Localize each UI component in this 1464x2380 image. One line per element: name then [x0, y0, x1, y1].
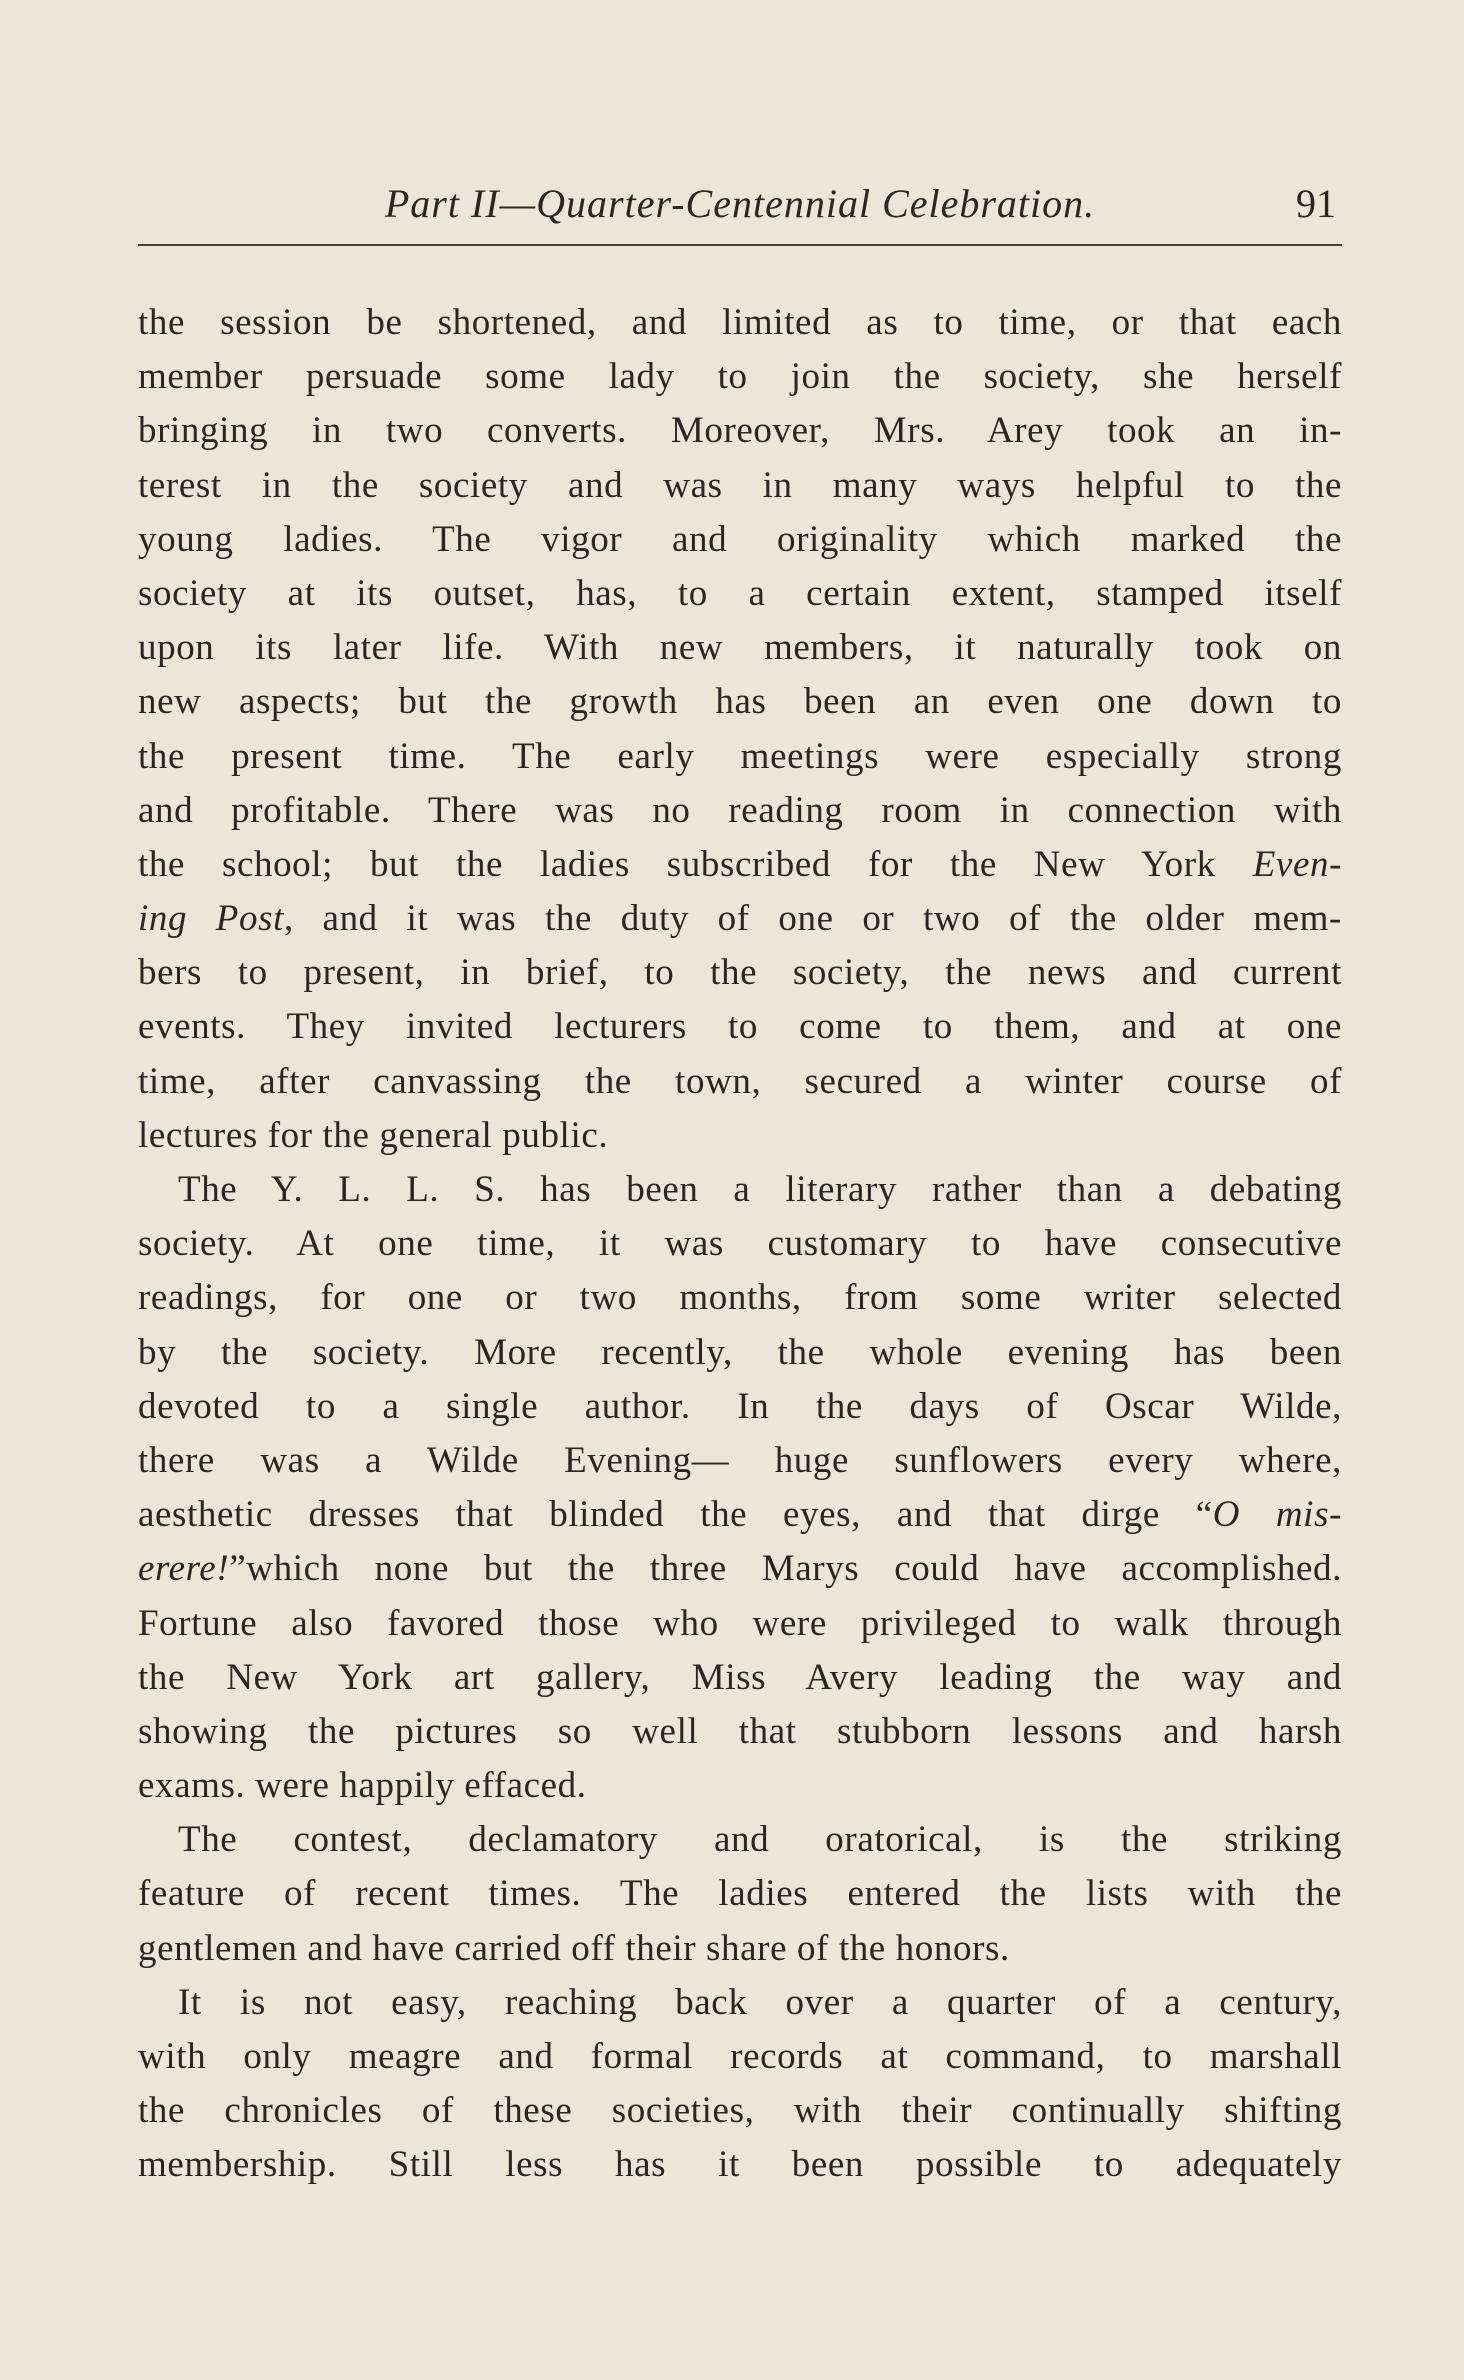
running-head: Part II—Quarter-Centennial Celebration.	[384, 181, 1096, 226]
text-line: lectures for the general public.	[138, 1114, 609, 1156]
text-line	[138, 838, 1342, 892]
text-line: events. They invited lecturers to come to them, and at one	[138, 1006, 1342, 1048]
text-line: and profitable. There was no reading room in connection with	[138, 789, 1342, 831]
text-line: terest in the society and was in many ways helpful to the	[138, 464, 1342, 506]
text-line: bers to present, in brief, to the society, the news and current	[138, 952, 1342, 994]
text-line: The Y. L. L. S. has been a literary rather than a debating	[178, 1169, 1342, 1210]
text-line: society at its outset, has, to a certain extent, stamped itself	[138, 572, 1342, 614]
body-text	[138, 296, 1342, 2193]
text-line: with only meagre and formal records at command, to marshall	[138, 2036, 1342, 2077]
text-line: feature of recent times. The ladies entered the lists with the	[138, 1873, 1342, 1915]
text-fragment: , and it was the duty of one or two of the older mem-	[283, 898, 1342, 940]
text-fragment: aesthetic dresses that blinded the eyes, and that dirge “	[138, 1494, 1213, 1536]
text-line: the present time. The early meetings were especially strong	[138, 735, 1342, 777]
text-line: gentlemen and have carried off their share of the honors.	[138, 1927, 1010, 1969]
text-line: the session be shortened, and limited as to time, or that each	[138, 302, 1342, 343]
text-line: showing the pictures so well that stubborn lessons and harsh	[138, 1710, 1342, 1752]
text-line: time, after canvassing the town, secured a winter course of	[138, 1060, 1342, 1102]
italic-fragment: O mis-	[1212, 1494, 1342, 1536]
text-line: bringing in two converts. Moreover, Mrs. Arey took an in-	[138, 410, 1342, 452]
text-line: member persuade some lady to join the society, she herself	[138, 356, 1342, 398]
text-line: society. At one time, it was customary to have consecutive	[138, 1223, 1342, 1265]
text-line: The contest, declamatory and oratorical, is the striking	[178, 1819, 1342, 1861]
text-line: exams. were happily effaced.	[138, 1765, 587, 1807]
text-line	[138, 1542, 1342, 1596]
text-fragment: the school; but the ladies subscribed for the New York	[138, 843, 1253, 885]
page-header	[138, 168, 1342, 228]
text-line: the New York art gallery, Miss Avery leading the way and	[138, 1656, 1342, 1698]
page-number: 91	[1296, 181, 1336, 226]
text-line: new aspects; but the growth has been an even one down to	[138, 681, 1342, 723]
text-line: membership. Still less has it been possible to adequately	[138, 2144, 1342, 2186]
text-fragment: which none but the three Marys could have accomplished.	[246, 1548, 1342, 1590]
text-line: readings, for one or two months, from some writer selected	[138, 1277, 1342, 1319]
text-line: Fortune also favored those who were privileged to walk through	[138, 1602, 1342, 1644]
italic-fragment: erere!	[138, 1548, 230, 1590]
text-line: upon its later life. With new members, it naturally took on	[138, 627, 1342, 669]
text-line: the chronicles of these societies, with their continually shifting	[138, 2090, 1342, 2132]
text-line: there was a Wilde Evening— huge sunflowers every where,	[138, 1439, 1342, 1481]
text-line	[138, 1488, 1342, 1542]
text-line	[138, 892, 1342, 946]
text-fragment: ”	[229, 1548, 247, 1590]
text-line: young ladies. The vigor and originality which marked the	[138, 518, 1342, 560]
text-line: It is not easy, reaching back over a quarter of a century,	[178, 1981, 1342, 2023]
italic-fragment: ing Post	[138, 898, 284, 940]
header-rule	[138, 244, 1342, 246]
italic-fragment: Even-	[1252, 843, 1342, 885]
text-line: devoted to a single author. In the days of Oscar Wilde,	[138, 1385, 1342, 1427]
text-line: by the society. More recently, the whole evening has been	[138, 1331, 1342, 1373]
